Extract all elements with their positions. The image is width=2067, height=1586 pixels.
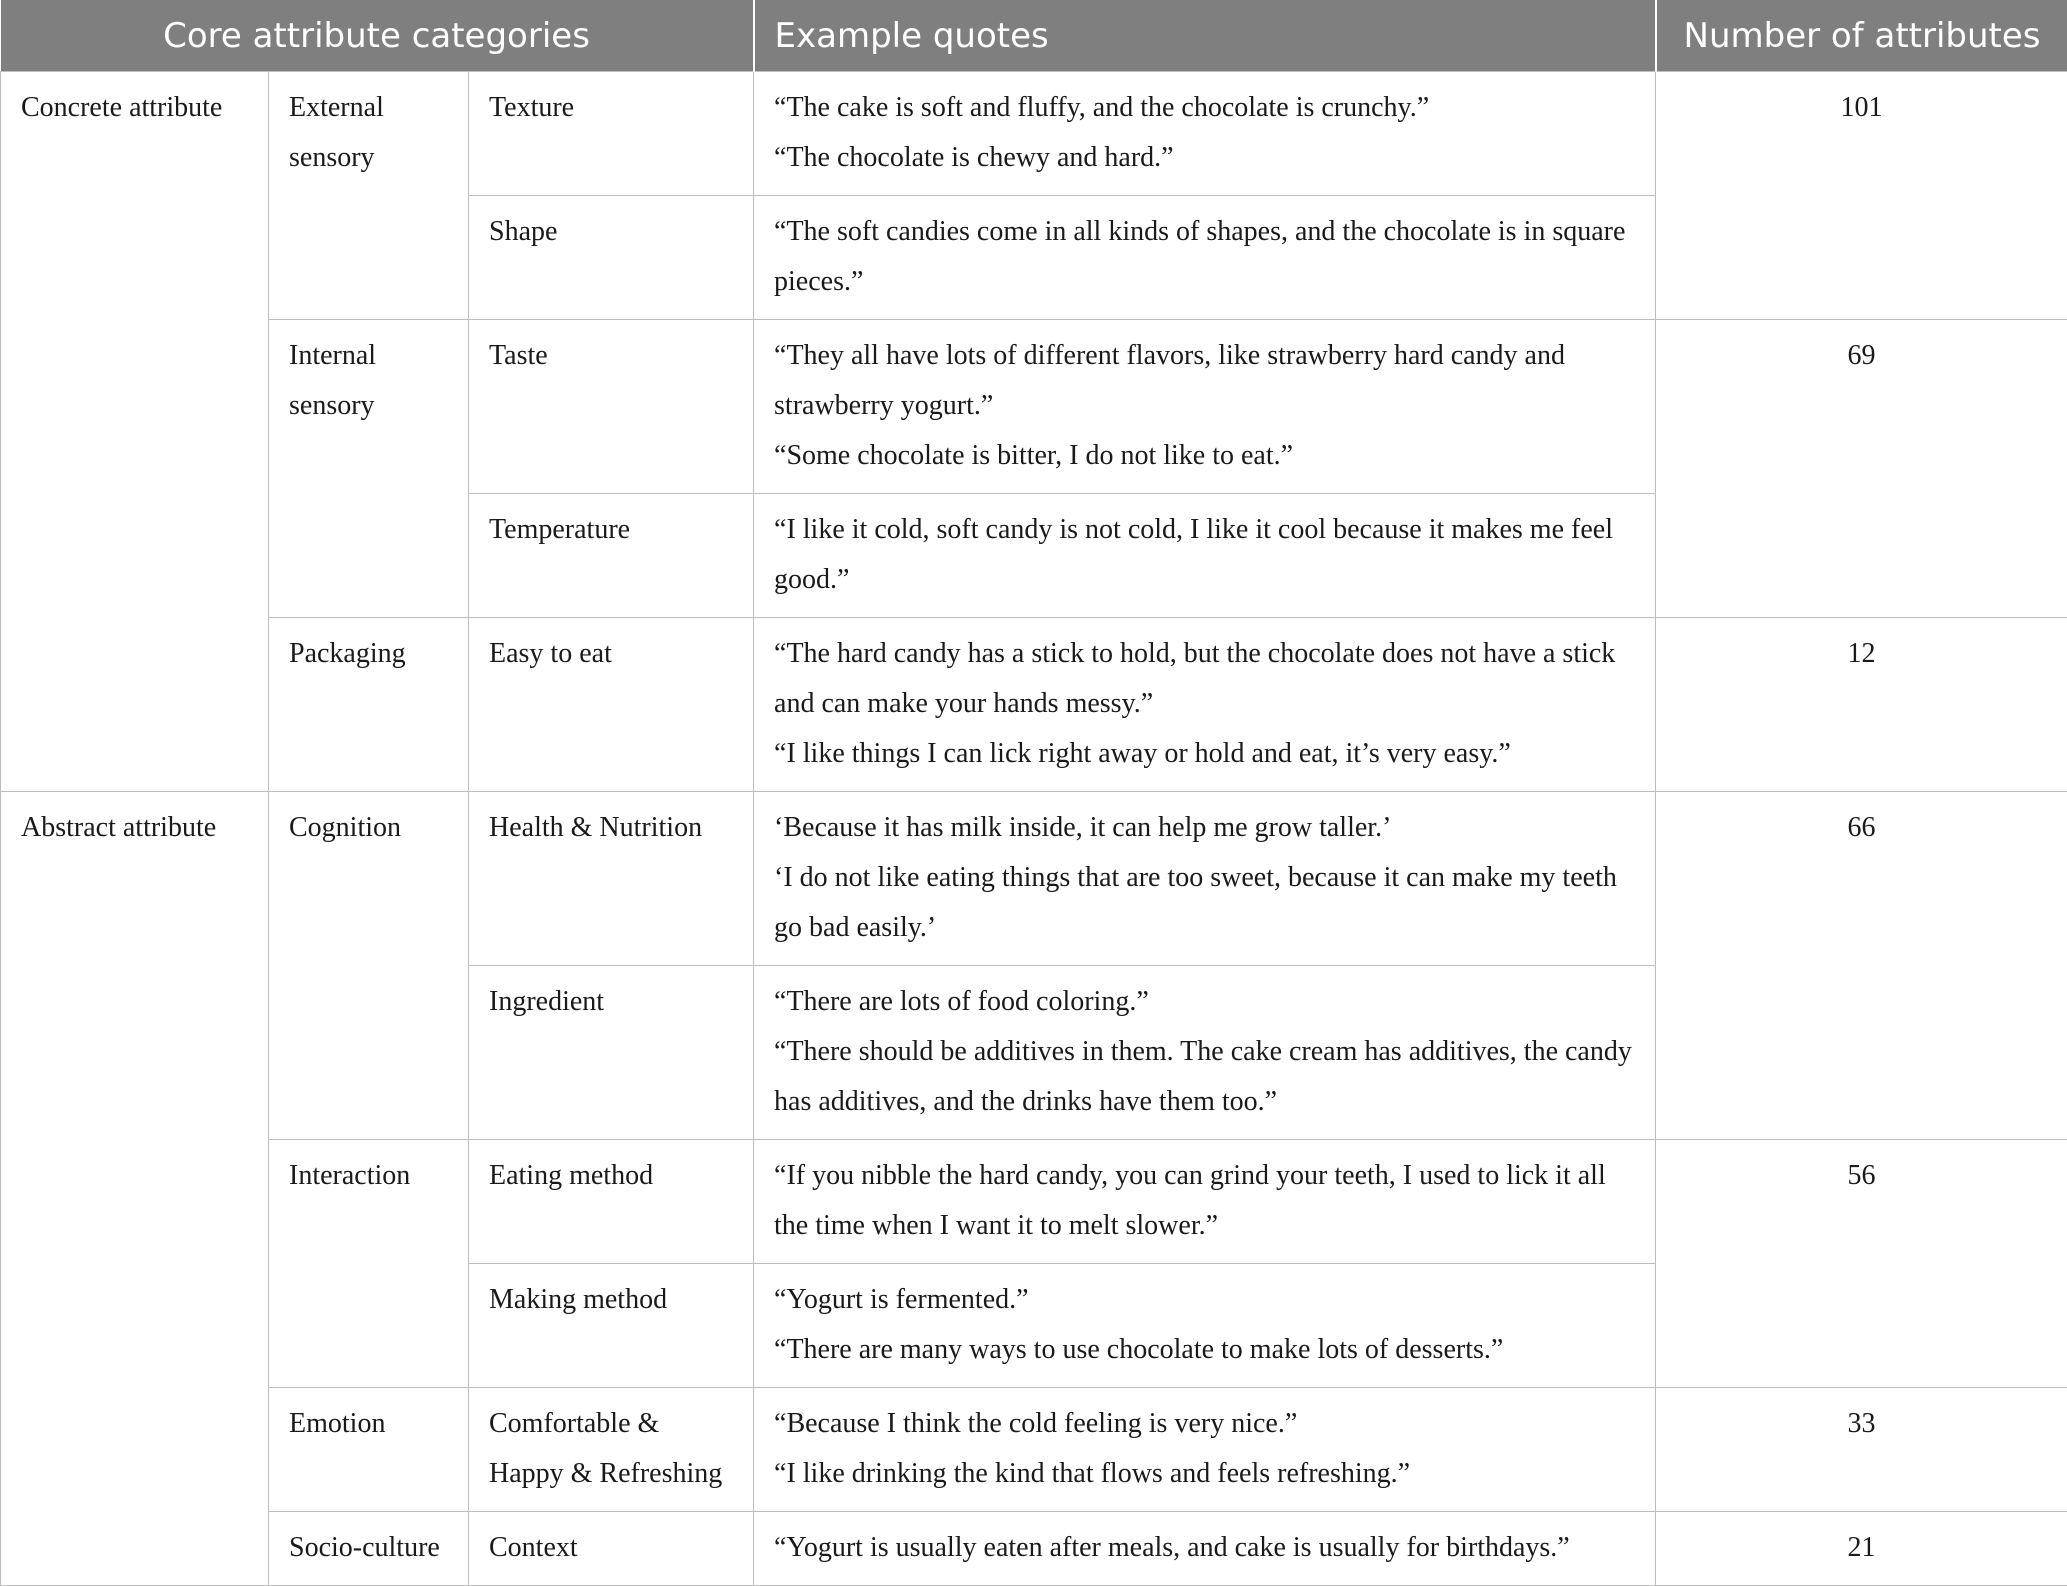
quotes-cell bbox=[754, 72, 1656, 196]
table-row bbox=[1, 72, 2067, 196]
attribute-count-cell: 69 bbox=[1656, 320, 2067, 618]
quotes-cell bbox=[754, 1512, 1656, 1586]
attribute-cell: Taste bbox=[469, 320, 754, 494]
example-quote: “Some chocolate is bitter, I do not like to eat.” bbox=[774, 431, 1635, 481]
subgroup-cell: External sensory bbox=[269, 72, 469, 320]
quotes-cell bbox=[754, 1388, 1656, 1512]
quotes-cell bbox=[754, 1264, 1656, 1388]
attribute-cell: Texture bbox=[469, 72, 754, 196]
example-quote: “Yogurt is fermented.” bbox=[774, 1275, 1635, 1325]
example-quote: “I like things I can lick right away or hold and eat, it’s very easy.” bbox=[774, 729, 1635, 779]
attribute-cell: Context bbox=[469, 1512, 754, 1586]
subgroup-cell: Packaging bbox=[269, 618, 469, 792]
attribute-cell: Ingredient bbox=[469, 966, 754, 1140]
attribute-count-cell: 56 bbox=[1656, 1140, 2067, 1388]
attribute-cell: Comfortable & Happy & Refreshing bbox=[469, 1388, 754, 1512]
example-quote: “The soft candies come in all kinds of shapes, and the chocolate is in square pieces.” bbox=[774, 207, 1635, 307]
table-row bbox=[1, 792, 2067, 966]
header-row bbox=[1, 0, 2067, 72]
table-row bbox=[1, 618, 2067, 792]
subgroup-cell: Socio-culture bbox=[269, 1512, 469, 1586]
example-quote: “The hard candy has a stick to hold, but the chocolate does not have a stick and can make your hands messy.” bbox=[774, 629, 1635, 729]
attribute-count-cell: 33 bbox=[1656, 1388, 2067, 1512]
attribute-cell: Making method bbox=[469, 1264, 754, 1388]
table-row bbox=[1, 320, 2067, 494]
quotes-cell bbox=[754, 966, 1656, 1140]
example-quote: “There should be additives in them. The cake cream has additives, the candy has additives, and the drinks have them too.” bbox=[774, 1027, 1635, 1127]
attribute-cell: Shape bbox=[469, 196, 754, 320]
example-quote: “The chocolate is chewy and hard.” bbox=[774, 133, 1635, 183]
example-quote: “They all have lots of different flavors, like strawberry hard candy and strawberry yogurt.” bbox=[774, 331, 1635, 431]
attribute-count-cell: 66 bbox=[1656, 792, 2067, 1140]
quotes-cell bbox=[754, 792, 1656, 966]
quotes-cell bbox=[754, 1140, 1656, 1264]
example-quote: “There are many ways to use chocolate to make lots of desserts.” bbox=[774, 1325, 1635, 1375]
table-body bbox=[1, 72, 2067, 1586]
attribute-cell: Eating method bbox=[469, 1140, 754, 1264]
group-cell: Concrete attribute bbox=[1, 72, 269, 792]
table-row bbox=[1, 1140, 2067, 1264]
header-core-attribute-categories: Core attribute categories bbox=[1, 0, 754, 72]
table-row bbox=[1, 1512, 2067, 1586]
group-cell: Abstract attribute bbox=[1, 792, 269, 1586]
example-quote: “Yogurt is usually eaten after meals, and cake is usually for birthdays.” bbox=[774, 1523, 1635, 1573]
subgroup-cell: Emotion bbox=[269, 1388, 469, 1512]
attribute-count-cell: 21 bbox=[1656, 1512, 2067, 1586]
attribute-cell: Health & Nutrition bbox=[469, 792, 754, 966]
quotes-cell bbox=[754, 196, 1656, 320]
example-quote: ‘I do not like eating things that are too sweet, because it can make my teeth go bad easily.’ bbox=[774, 853, 1635, 953]
attribute-cell: Temperature bbox=[469, 494, 754, 618]
quotes-cell bbox=[754, 494, 1656, 618]
table-row bbox=[1, 1388, 2067, 1512]
example-quote: ‘Because it has milk inside, it can help me grow taller.’ bbox=[774, 803, 1635, 853]
subgroup-cell: Internal sensory bbox=[269, 320, 469, 618]
attribute-cell: Easy to eat bbox=[469, 618, 754, 792]
quotes-cell bbox=[754, 618, 1656, 792]
attribute-count-cell: 101 bbox=[1656, 72, 2067, 320]
example-quote: “The cake is soft and fluffy, and the chocolate is crunchy.” bbox=[774, 83, 1635, 133]
subgroup-cell: Interaction bbox=[269, 1140, 469, 1388]
example-quote: “I like drinking the kind that flows and feels refreshing.” bbox=[774, 1449, 1635, 1499]
header-example-quotes: Example quotes bbox=[754, 0, 1656, 72]
example-quote: “Because I think the cold feeling is very nice.” bbox=[774, 1399, 1635, 1449]
subgroup-cell: Cognition bbox=[269, 792, 469, 1140]
example-quote: “I like it cold, soft candy is not cold, I like it cool because it makes me feel good.” bbox=[774, 505, 1635, 605]
header-number-of-attributes: Number of attributes bbox=[1656, 0, 2067, 72]
example-quote: “There are lots of food coloring.” bbox=[774, 977, 1635, 1027]
quotes-cell bbox=[754, 320, 1656, 494]
attribute-count-cell: 12 bbox=[1656, 618, 2067, 792]
example-quote: “If you nibble the hard candy, you can grind your teeth, I used to lick it all the time when I want it to melt slower.” bbox=[774, 1151, 1635, 1251]
